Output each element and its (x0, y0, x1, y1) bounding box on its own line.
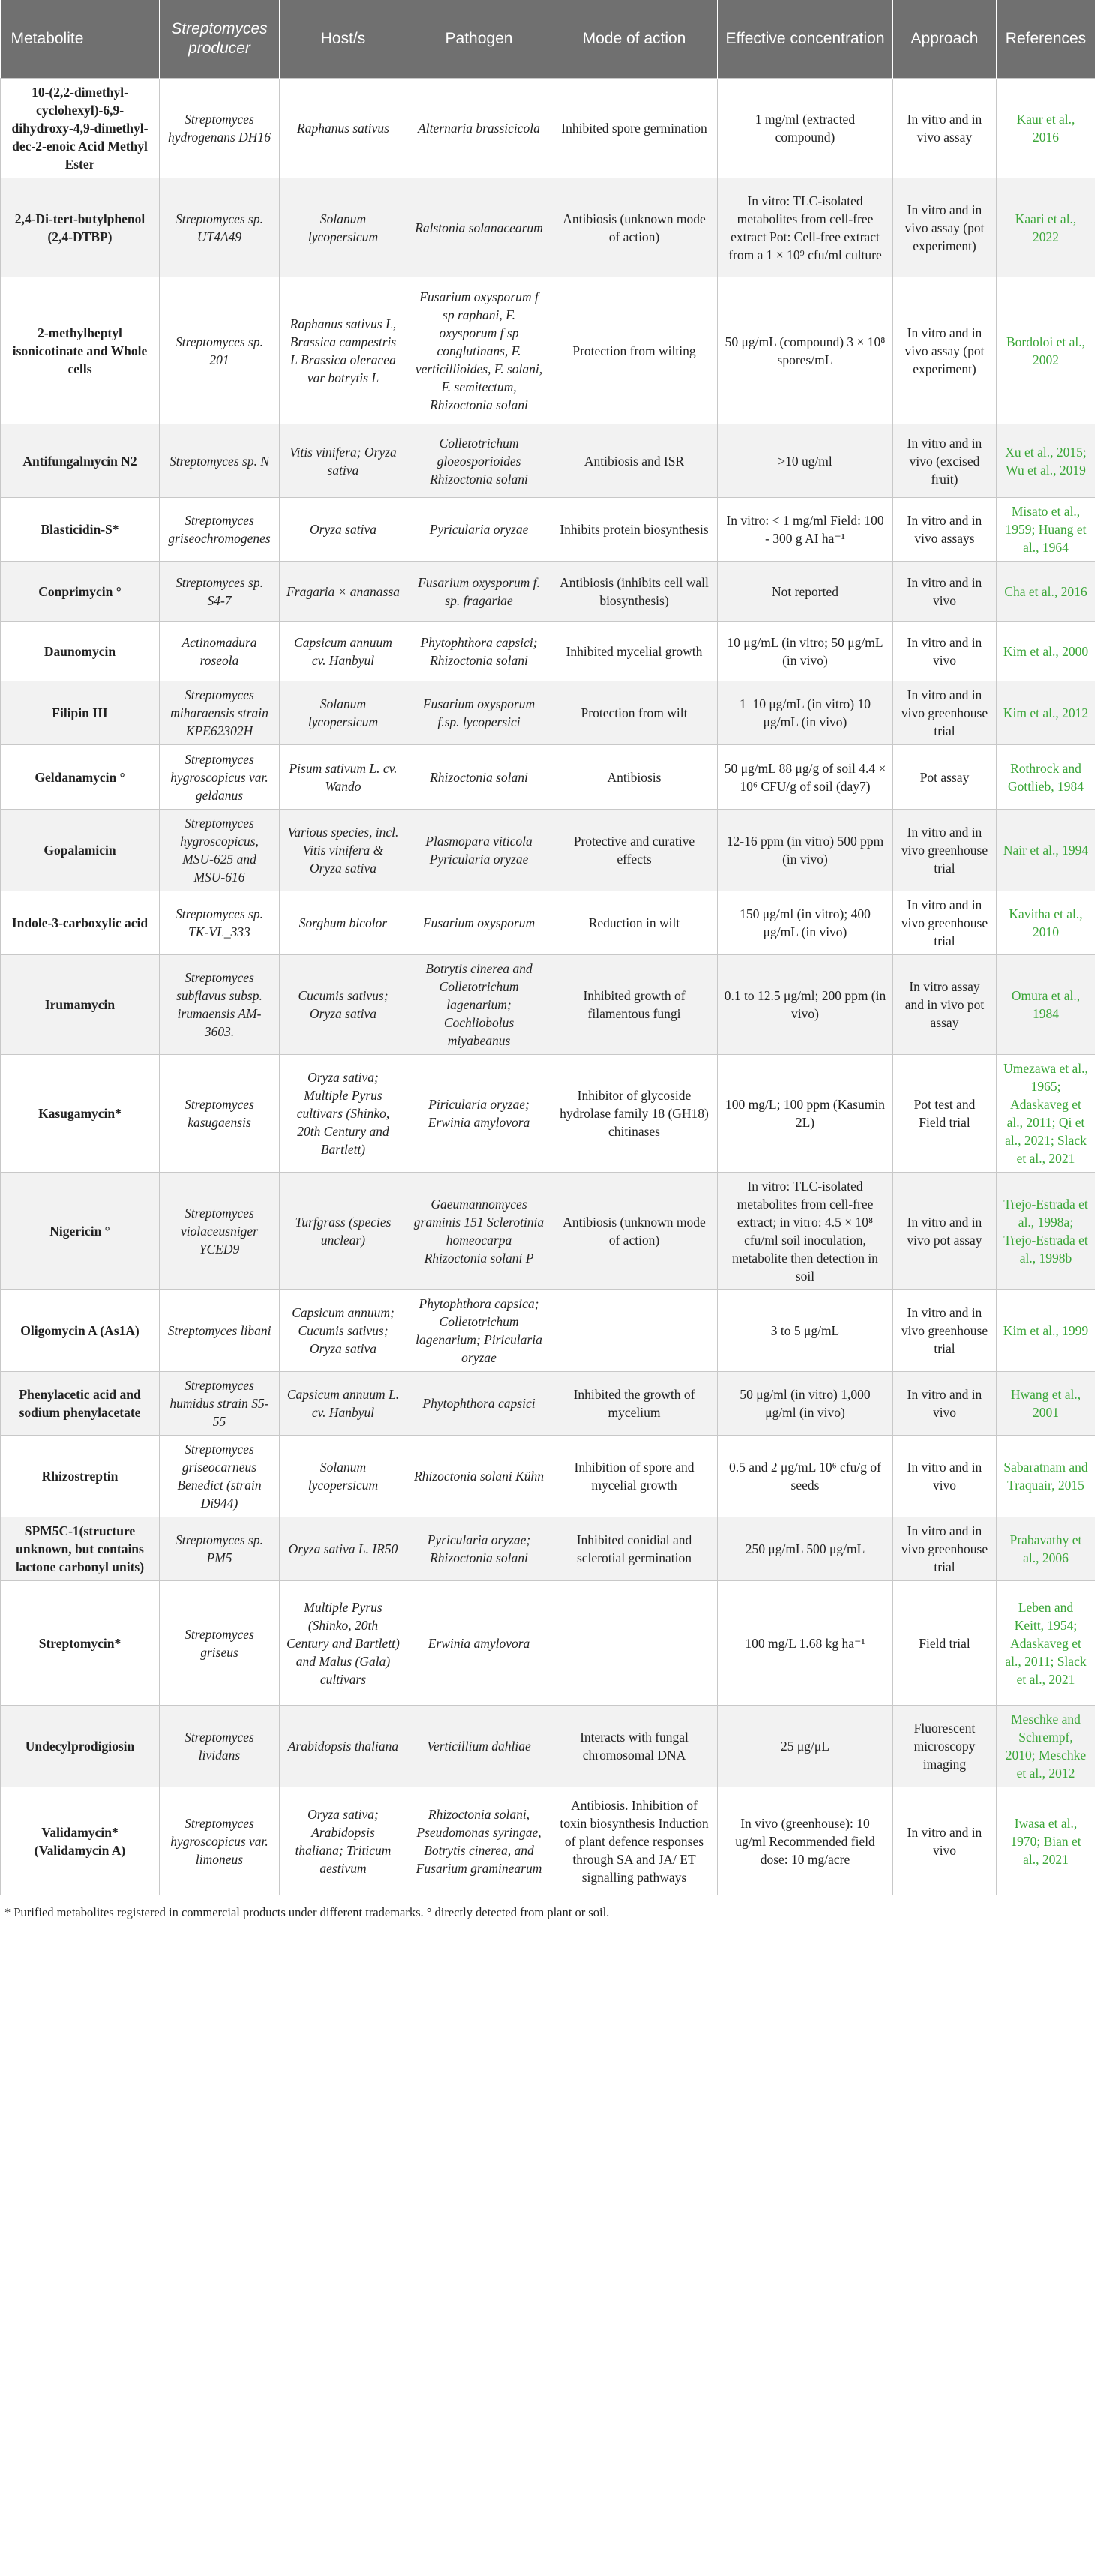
column-header: Mode of action (551, 0, 718, 79)
cell-producer: Streptomyces hygroscopicus var. limoneus (160, 1787, 280, 1895)
cell-conc: 1 mg/ml (extracted compound) (718, 79, 893, 178)
cell-pathogen: Pyricularia oryzae; Rhizoctonia solani (407, 1517, 551, 1581)
cell-pathogen: Rhizoctonia solani (407, 745, 551, 810)
cell-conc: 0.5 and 2 μg/mL 10⁶ cfu/g of seeds (718, 1436, 893, 1517)
cell-conc: 1–10 μg/mL (in vitro) 10 μg/mL (in vivo) (718, 681, 893, 745)
cell-mode (551, 1581, 718, 1706)
cell-mode: Protective and curative effects (551, 810, 718, 891)
cell-refs: Kaari et al., 2022 (997, 178, 1095, 277)
cell-pathogen: Verticillium dahliae (407, 1706, 551, 1787)
cell-metabolite: Conprimycin ° (1, 562, 160, 622)
cell-pathogen: Plasmopara viticola Pyricularia oryzae (407, 810, 551, 891)
cell-metabolite: Validamycin* (Validamycin A) (1, 1787, 160, 1895)
table-row (1, 562, 1095, 622)
cell-metabolite: Oligomycin A (As1A) (1, 1290, 160, 1372)
cell-producer: Streptomyces sp. N (160, 424, 280, 498)
cell-mode: Inhibition of spore and mycelial growth (551, 1436, 718, 1517)
header-row (1, 0, 1095, 79)
cell-refs: Hwang et al., 2001 (997, 1372, 1095, 1436)
cell-metabolite: Rhizostreptin (1, 1436, 160, 1517)
cell-producer: Streptomyces sp. 201 (160, 277, 280, 424)
cell-pathogen: Botrytis cinerea and Colletotrichum lagenarium; Cochliobolus miyabeanus (407, 955, 551, 1055)
cell-mode: Inhibitor of glycoside hydrolase family 18 (GH18) chitinases (551, 1055, 718, 1173)
cell-mode: Inhibited the growth of mycelium (551, 1372, 718, 1436)
cell-conc: 50 μg/ml (in vitro) 1,000 μg/ml (in vivo) (718, 1372, 893, 1436)
cell-mode: Antibiosis (unknown mode of action) (551, 1173, 718, 1290)
cell-host: Arabidopsis thaliana (280, 1706, 407, 1787)
cell-producer: Streptomyces sp. S4-7 (160, 562, 280, 622)
table-row (1, 178, 1095, 277)
cell-pathogen: Phytophthora capsici; Rhizoctonia solani (407, 622, 551, 681)
table-row (1, 1706, 1095, 1787)
cell-pathogen: Piricularia oryzae; Erwinia amylovora (407, 1055, 551, 1173)
cell-producer: Streptomyces libani (160, 1290, 280, 1372)
cell-host: Raphanus sativus (280, 79, 407, 178)
cell-host: Solanum lycopersicum (280, 1436, 407, 1517)
cell-metabolite: Phenylacetic acid and sodium phenylacetate (1, 1372, 160, 1436)
column-header: Pathogen (407, 0, 551, 79)
cell-metabolite: Nigericin ° (1, 1173, 160, 1290)
cell-refs: Sabaratnam and Traquair, 2015 (997, 1436, 1095, 1517)
cell-refs: Kim et al., 2000 (997, 622, 1095, 681)
cell-approach: Pot test and Field trial (893, 1055, 997, 1173)
cell-pathogen: Fusarium oxysporum f sp raphani, F. oxysporum f sp conglutinans, F. verticillioides, F. solani, F. semitectum, Rhizoctonia solani (407, 277, 551, 424)
cell-approach: In vitro and in vivo greenhouse trial (893, 681, 997, 745)
cell-metabolite: 2-methylheptyl isonicotinate and Whole cells (1, 277, 160, 424)
cell-conc: 50 μg/mL (compound) 3 × 10⁸ spores/mL (718, 277, 893, 424)
cell-approach: In vitro and in vivo assay (893, 79, 997, 178)
column-header: References (997, 0, 1095, 79)
cell-metabolite: 10-(2,2-dimethyl-cyclohexyl)-6,9-dihydroxy-4,9-dimethyl-dec-2-enoic Acid Methyl Ester (1, 79, 160, 178)
cell-refs: Kaur et al., 2016 (997, 79, 1095, 178)
cell-approach: In vitro and in vivo pot assay (893, 1173, 997, 1290)
cell-producer: Actinomadura roseola (160, 622, 280, 681)
cell-pathogen: Fusarium oxysporum (407, 891, 551, 955)
cell-approach: In vitro and in vivo (893, 622, 997, 681)
cell-conc: In vitro: TLC-isolated metabolites from cell-free extract; in vitro: 4.5 × 10⁸ cfu/ml soil inoculation, metabolite then detection in soil (718, 1173, 893, 1290)
table-row (1, 1581, 1095, 1706)
cell-conc: 100 mg/L 1.68 kg ha⁻¹ (718, 1581, 893, 1706)
cell-mode: Inhibited mycelial growth (551, 622, 718, 681)
table-row (1, 498, 1095, 562)
cell-approach: In vitro assay and in vivo pot assay (893, 955, 997, 1055)
cell-conc: Not reported (718, 562, 893, 622)
cell-host: Turfgrass (species unclear) (280, 1173, 407, 1290)
cell-conc: In vitro: TLC-isolated metabolites from cell-free extract Pot: Cell-free extract from a 1 × 10⁹ cfu/ml culture (718, 178, 893, 277)
cell-conc: 12-16 ppm (in vitro) 500 ppm (in vivo) (718, 810, 893, 891)
cell-mode: Inhibits protein biosynthesis (551, 498, 718, 562)
cell-pathogen: Ralstonia solanacearum (407, 178, 551, 277)
cell-conc: >10 ug/ml (718, 424, 893, 498)
table-row (1, 277, 1095, 424)
cell-refs: Kim et al., 1999 (997, 1290, 1095, 1372)
cell-producer: Streptomyces griseus (160, 1581, 280, 1706)
cell-refs: Cha et al., 2016 (997, 562, 1095, 622)
table-row (1, 622, 1095, 681)
column-header: Streptomyces producer (160, 0, 280, 79)
cell-metabolite: Geldanamycin ° (1, 745, 160, 810)
table-row (1, 1517, 1095, 1581)
cell-conc: 50 μg/mL 88 μg/g of soil 4.4 × 10⁶ CFU/g of soil (day7) (718, 745, 893, 810)
cell-host: Multiple Pyrus (Shinko, 20th Century and Bartlett) and Malus (Gala) cultivars (280, 1581, 407, 1706)
table-row (1, 1290, 1095, 1372)
cell-producer: Streptomyces subflavus subsp. irumaensis AM-3603. (160, 955, 280, 1055)
cell-refs: Bordoloi et al., 2002 (997, 277, 1095, 424)
cell-approach: In vitro and in vivo greenhouse trial (893, 891, 997, 955)
cell-pathogen: Erwinia amylovora (407, 1581, 551, 1706)
table-row (1, 810, 1095, 891)
cell-host: Oryza sativa L. IR50 (280, 1517, 407, 1581)
cell-refs: Kim et al., 2012 (997, 681, 1095, 745)
cell-host: Solanum lycopersicum (280, 681, 407, 745)
cell-mode: Antibiosis (inhibits cell wall biosynthesis) (551, 562, 718, 622)
cell-pathogen: Colletotrichum gloeosporioides Rhizoctonia solani (407, 424, 551, 498)
cell-refs: Meschke and Schrempf, 2010; Meschke et al., 2012 (997, 1706, 1095, 1787)
cell-producer: Streptomyces hygroscopicus var. geldanus (160, 745, 280, 810)
cell-metabolite: Antifungalmycin N2 (1, 424, 160, 498)
cell-refs: Xu et al., 2015; Wu et al., 2019 (997, 424, 1095, 498)
cell-conc: In vitro: < 1 mg/ml Field: 100 - 300 g AI ha⁻¹ (718, 498, 893, 562)
cell-producer: Streptomyces griseochromogenes (160, 498, 280, 562)
cell-approach: In vitro and in vivo (893, 1787, 997, 1895)
column-header: Effective concentration (718, 0, 893, 79)
cell-host: Vitis vinifera; Oryza sativa (280, 424, 407, 498)
cell-producer: Streptomyces griseocarneus Benedict (strain Di944) (160, 1436, 280, 1517)
cell-refs: Rothrock and Gottlieb, 1984 (997, 745, 1095, 810)
cell-producer: Streptomyces humidus strain S5-55 (160, 1372, 280, 1436)
cell-pathogen: Gaeumannomyces graminis 151 Sclerotinia homeocarpa Rhizoctonia solani P (407, 1173, 551, 1290)
cell-refs: Trejo-Estrada et al., 1998a; Trejo-Estrada et al., 1998b (997, 1173, 1095, 1290)
cell-conc: 150 μg/ml (in vitro); 400 μg/mL (in vivo) (718, 891, 893, 955)
cell-refs: Nair et al., 1994 (997, 810, 1095, 891)
cell-mode: Protection from wilting (551, 277, 718, 424)
cell-producer: Streptomyces lividans (160, 1706, 280, 1787)
table-body (1, 79, 1095, 1895)
cell-mode: Inhibited growth of filamentous fungi (551, 955, 718, 1055)
cell-pathogen: Fusarium oxysporum f. sp. fragariae (407, 562, 551, 622)
cell-approach: In vitro and in vivo assay (pot experiment) (893, 277, 997, 424)
table-row (1, 681, 1095, 745)
cell-refs: Umezawa et al., 1965; Adaskaveg et al., 2011; Qi et al., 2021; Slack et al., 2021 (997, 1055, 1095, 1173)
cell-approach: In vitro and in vivo greenhouse trial (893, 1517, 997, 1581)
cell-producer: Streptomyces hygroscopicus, MSU-625 and MSU-616 (160, 810, 280, 891)
cell-metabolite: Streptomycin* (1, 1581, 160, 1706)
cell-mode: Inhibited conidial and sclerotial germination (551, 1517, 718, 1581)
table-row (1, 79, 1095, 178)
cell-host: Capsicum annuum cv. Hanbyul (280, 622, 407, 681)
cell-producer: Streptomyces sp. UT4A49 (160, 178, 280, 277)
cell-approach: Fluorescent microscopy imaging (893, 1706, 997, 1787)
cell-metabolite: SPM5C-1(structure unknown, but contains lactone carbonyl units) (1, 1517, 160, 1581)
cell-metabolite: Undecylprodigiosin (1, 1706, 160, 1787)
cell-approach: In vitro and in vivo (893, 562, 997, 622)
cell-metabolite: Irumamycin (1, 955, 160, 1055)
cell-refs: Omura et al., 1984 (997, 955, 1095, 1055)
cell-approach: In vitro and in vivo greenhouse trial (893, 810, 997, 891)
cell-pathogen: Fusarium oxysporum f.sp. lycopersici (407, 681, 551, 745)
cell-mode: Antibiosis and ISR (551, 424, 718, 498)
table-row (1, 955, 1095, 1055)
table-row (1, 1055, 1095, 1173)
cell-host: Sorghum bicolor (280, 891, 407, 955)
cell-host: Various species, incl. Vitis vinifera & Oryza sativa (280, 810, 407, 891)
cell-metabolite: Filipin III (1, 681, 160, 745)
cell-mode (551, 1290, 718, 1372)
cell-host: Raphanus sativus L, Brassica campestris L Brassica oleracea var botrytis L (280, 277, 407, 424)
cell-refs: Iwasa et al., 1970; Bian et al., 2021 (997, 1787, 1095, 1895)
cell-mode: Interacts with fungal chromosomal DNA (551, 1706, 718, 1787)
cell-metabolite: Indole-3-carboxylic acid (1, 891, 160, 955)
cell-mode: Protection from wilt (551, 681, 718, 745)
cell-host: Fragaria × ananassa (280, 562, 407, 622)
cell-conc: 250 μg/mL 500 μg/mL (718, 1517, 893, 1581)
cell-producer: Streptomyces sp. TK-VL_333 (160, 891, 280, 955)
table-row (1, 1372, 1095, 1436)
cell-producer: Streptomyces kasugaensis (160, 1055, 280, 1173)
column-header: Host/s (280, 0, 407, 79)
table-row (1, 424, 1095, 498)
cell-mode: Antibiosis. Inhibition of toxin biosynthesis Induction of plant defence responses through SA and JA/ ET signalling pathways (551, 1787, 718, 1895)
cell-metabolite: Gopalamicin (1, 810, 160, 891)
cell-approach: In vitro and in vivo greenhouse trial (893, 1290, 997, 1372)
cell-producer: Streptomyces sp. PM5 (160, 1517, 280, 1581)
cell-pathogen: Pyricularia oryzae (407, 498, 551, 562)
table-row (1, 745, 1095, 810)
cell-approach: In vitro and in vivo (893, 1372, 997, 1436)
cell-metabolite: Daunomycin (1, 622, 160, 681)
cell-host: Oryza sativa (280, 498, 407, 562)
cell-conc: 25 μg/μL (718, 1706, 893, 1787)
cell-approach: In vitro and in vivo assays (893, 498, 997, 562)
cell-conc: 3 to 5 μg/mL (718, 1290, 893, 1372)
cell-mode: Antibiosis (551, 745, 718, 810)
column-header: Metabolite (1, 0, 160, 79)
cell-producer: Streptomyces miharaensis strain KPE62302H (160, 681, 280, 745)
cell-mode: Reduction in wilt (551, 891, 718, 955)
cell-host: Capsicum annuum; Cucumis sativus; Oryza sativa (280, 1290, 407, 1372)
cell-approach: Field trial (893, 1581, 997, 1706)
table-row (1, 1787, 1095, 1895)
cell-mode: Inhibited spore germination (551, 79, 718, 178)
cell-pathogen: Alternaria brassicicola (407, 79, 551, 178)
cell-metabolite: Kasugamycin* (1, 1055, 160, 1173)
cell-host: Oryza sativa; Multiple Pyrus cultivars (Shinko, 20th Century and Bartlett) (280, 1055, 407, 1173)
cell-approach: In vitro and in vivo (893, 1436, 997, 1517)
cell-host: Solanum lycopersicum (280, 178, 407, 277)
cell-mode: Antibiosis (unknown mode of action) (551, 178, 718, 277)
table-footnote: * Purified metabolites registered in commercial products under different trademarks. ° directly detected from plant or soil. (4, 1905, 610, 1919)
table-row (1, 1436, 1095, 1517)
cell-refs: Leben and Keitt, 1954; Adaskaveg et al., 2011; Slack et al., 2021 (997, 1581, 1095, 1706)
cell-metabolite: 2,4-Di-tert-butylphenol (2,4-DTBP) (1, 178, 160, 277)
cell-refs: Kavitha et al., 2010 (997, 891, 1095, 955)
table-row (1, 891, 1095, 955)
cell-pathogen: Phytophthora capsici (407, 1372, 551, 1436)
cell-refs: Prabavathy et al., 2006 (997, 1517, 1095, 1581)
cell-conc: In vivo (greenhouse): 10 ug/ml Recommended field dose: 10 mg/acre (718, 1787, 893, 1895)
cell-conc: 10 μg/mL (in vitro; 50 μg/mL (in vivo) (718, 622, 893, 681)
cell-host: Oryza sativa; Arabidopsis thaliana; Triticum aestivum (280, 1787, 407, 1895)
cell-conc: 100 mg/L; 100 ppm (Kasumin 2L) (718, 1055, 893, 1173)
cell-approach: In vitro and in vivo (excised fruit) (893, 424, 997, 498)
cell-producer: Streptomyces hydrogenans DH16 (160, 79, 280, 178)
cell-pathogen: Rhizoctonia solani, Pseudomonas syringae, Botrytis cinerea, and Fusarium graminearum (407, 1787, 551, 1895)
cell-producer: Streptomyces violaceusniger YCED9 (160, 1173, 280, 1290)
column-header: Approach (893, 0, 997, 79)
cell-pathogen: Phytophthora capsica; Colletotrichum lagenarium; Piricularia oryzae (407, 1290, 551, 1372)
cell-approach: Pot assay (893, 745, 997, 810)
cell-metabolite: Blasticidin-S* (1, 498, 160, 562)
cell-refs: Misato et al., 1959; Huang et al., 1964 (997, 498, 1095, 562)
cell-conc: 0.1 to 12.5 μg/ml; 200 ppm (in vivo) (718, 955, 893, 1055)
cell-host: Capsicum annuum L. cv. Hanbyul (280, 1372, 407, 1436)
table-row (1, 1173, 1095, 1290)
cell-approach: In vitro and in vivo assay (pot experiment) (893, 178, 997, 277)
cell-pathogen: Rhizoctonia solani Kühn (407, 1436, 551, 1517)
cell-host: Cucumis sativus; Oryza sativa (280, 955, 407, 1055)
cell-host: Pisum sativum L. cv. Wando (280, 745, 407, 810)
